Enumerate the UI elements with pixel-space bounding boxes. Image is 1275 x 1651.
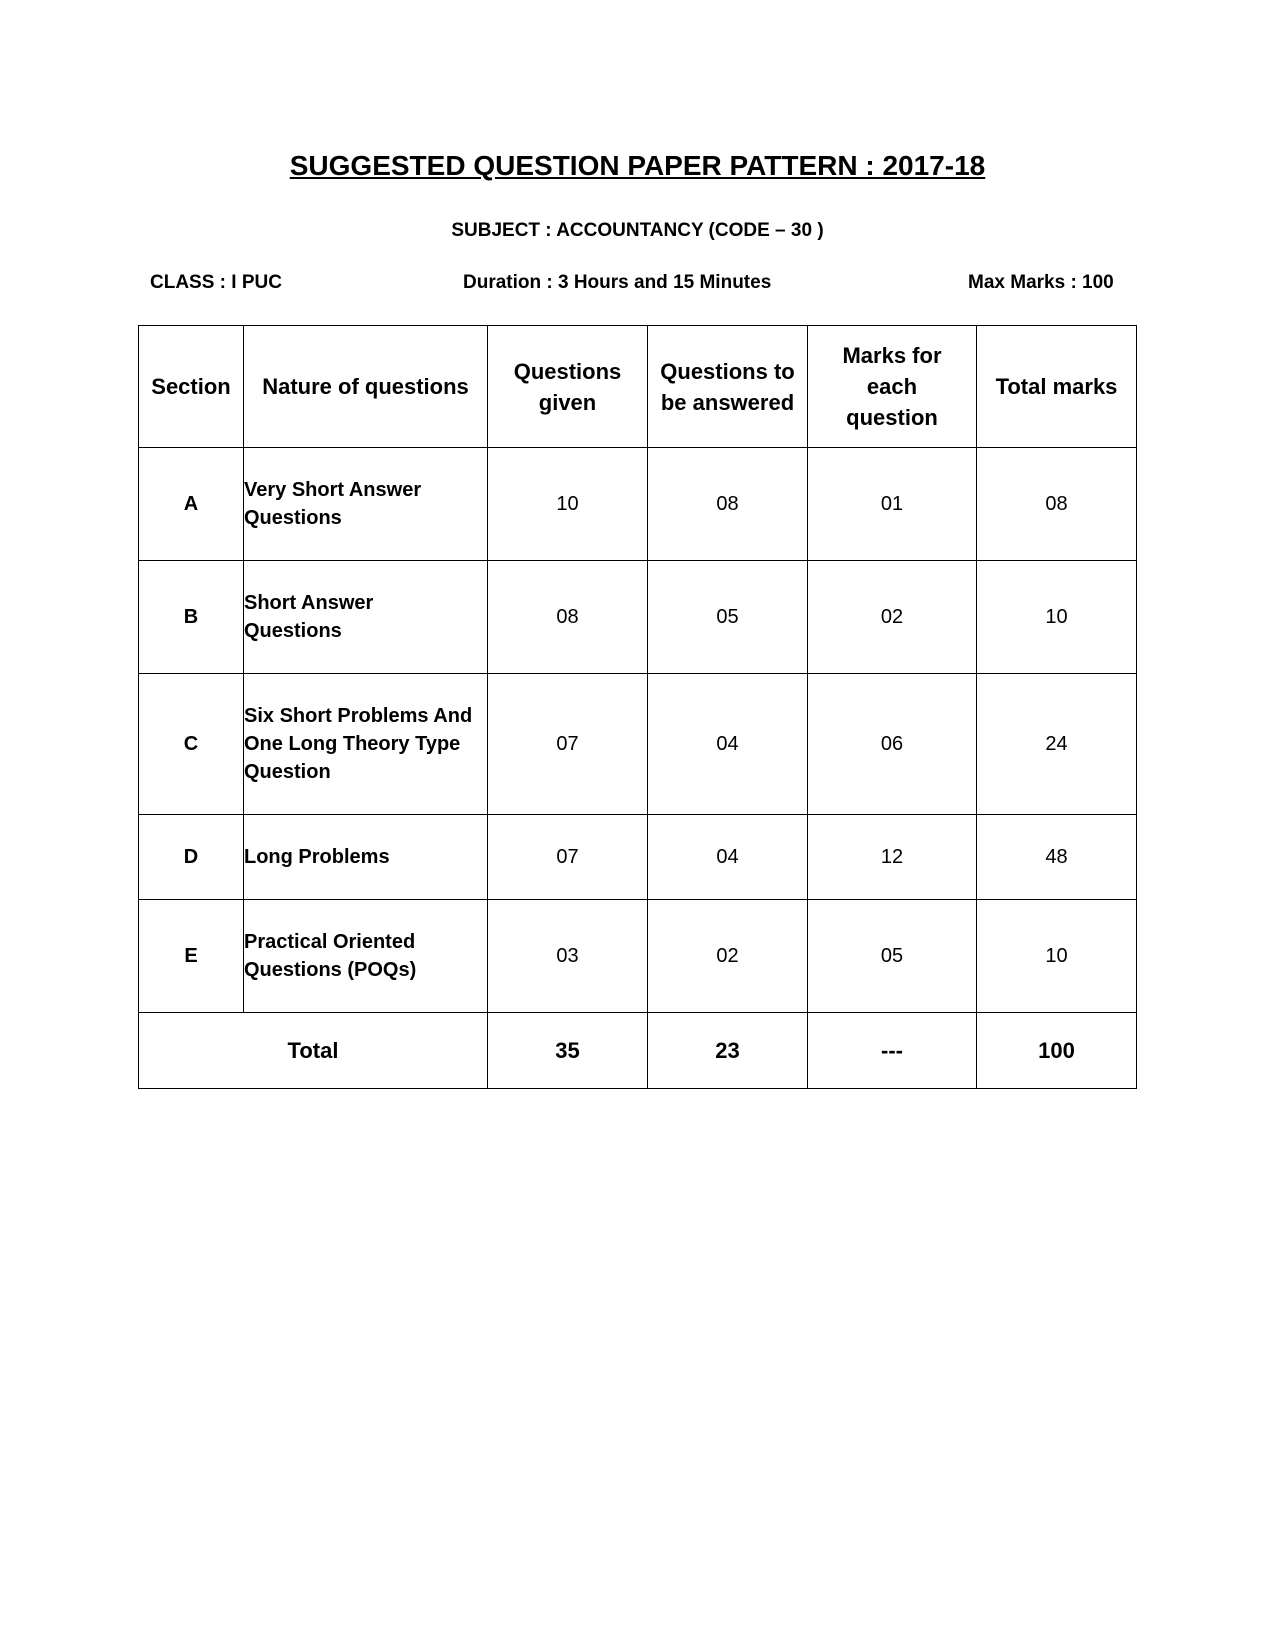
total-answered: 23 bbox=[648, 1013, 808, 1089]
header-section: Section bbox=[139, 326, 244, 448]
class-label: CLASS : I PUC bbox=[150, 272, 282, 293]
nature-cell: Practical Oriented Questions (POQs) bbox=[244, 900, 488, 1013]
header-marks-each: Marks for each question bbox=[808, 326, 977, 448]
table-row bbox=[139, 815, 1137, 900]
total-cell: 08 bbox=[977, 448, 1137, 561]
document-title: SUGGESTED QUESTION PAPER PATTERN : 2017-18 bbox=[289, 150, 986, 181]
marks-each-cell: 06 bbox=[808, 674, 977, 815]
total-cell: 24 bbox=[977, 674, 1137, 815]
duration-label: Duration : 3 Hours and 15 Minutes bbox=[463, 272, 772, 293]
nature-cell: Six Short Problems And One Long Theory Type Question bbox=[244, 674, 488, 815]
total-cell: 10 bbox=[977, 900, 1137, 1013]
total-cell: 48 bbox=[977, 815, 1137, 900]
header-questions-given: Questions given bbox=[488, 326, 648, 448]
table-header-row bbox=[139, 326, 1137, 448]
table-row bbox=[139, 674, 1137, 815]
total-cell: 10 bbox=[977, 561, 1137, 674]
answered-cell: 02 bbox=[648, 900, 808, 1013]
given-cell: 10 bbox=[488, 448, 648, 561]
header-total-marks: Total marks bbox=[977, 326, 1137, 448]
total-label: Total bbox=[139, 1013, 488, 1089]
given-cell: 08 bbox=[488, 561, 648, 674]
section-cell: D bbox=[139, 815, 244, 900]
answered-cell: 05 bbox=[648, 561, 808, 674]
header-nature: Nature of questions bbox=[244, 326, 488, 448]
given-cell: 07 bbox=[488, 815, 648, 900]
marks-each-cell: 01 bbox=[808, 448, 977, 561]
nature-cell: Long Problems bbox=[244, 815, 488, 900]
total-given: 35 bbox=[488, 1013, 648, 1089]
given-cell: 03 bbox=[488, 900, 648, 1013]
table-row bbox=[139, 448, 1137, 561]
section-cell: C bbox=[139, 674, 244, 815]
section-cell: E bbox=[139, 900, 244, 1013]
header-questions-answered: Questions to be answered bbox=[648, 326, 808, 448]
nature-cell: Very Short Answer Questions bbox=[244, 448, 488, 561]
table-row bbox=[139, 900, 1137, 1013]
total-row bbox=[139, 1013, 1137, 1089]
nature-cell: Short Answer Questions bbox=[244, 561, 488, 674]
section-cell: A bbox=[139, 448, 244, 561]
marks-each-cell: 05 bbox=[808, 900, 977, 1013]
answered-cell: 04 bbox=[648, 674, 808, 815]
table-row bbox=[139, 561, 1137, 674]
section-cell: B bbox=[139, 561, 244, 674]
marks-each-cell: 02 bbox=[808, 561, 977, 674]
answered-cell: 04 bbox=[648, 815, 808, 900]
marks-each-cell: 12 bbox=[808, 815, 977, 900]
max-marks-label: Max Marks : 100 bbox=[968, 272, 1114, 293]
total-marks-each: --- bbox=[808, 1013, 977, 1089]
question-pattern-table bbox=[138, 325, 1137, 1089]
subject-line: SUBJECT : ACCOUNTANCY (CODE – 30 ) bbox=[451, 220, 824, 241]
total-marks-value: 100 bbox=[977, 1013, 1137, 1089]
answered-cell: 08 bbox=[648, 448, 808, 561]
given-cell: 07 bbox=[488, 674, 648, 815]
